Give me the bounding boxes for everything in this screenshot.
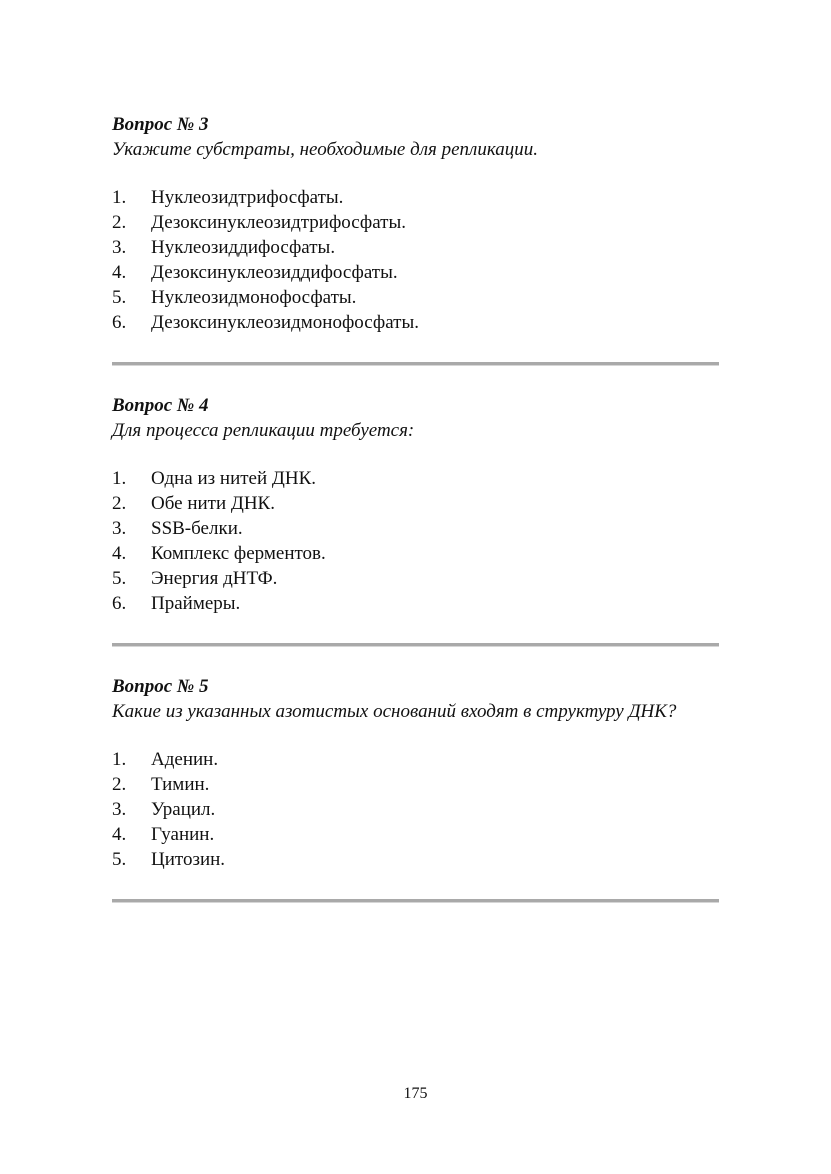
- answer-item: [112, 466, 719, 491]
- question-text: Укажите субстраты, необходимые для репликации.: [112, 139, 538, 160]
- answer-number: 5.: [112, 287, 127, 308]
- answer-text: Нуклеозидтрифосфаты.: [151, 187, 344, 208]
- answer-number: 2.: [112, 493, 127, 514]
- answer-item: [112, 747, 719, 772]
- answer-number: 5.: [112, 849, 127, 870]
- answer-item: [112, 591, 719, 616]
- answer-text: Комплекс ферментов.: [151, 543, 326, 564]
- answer-item: [112, 210, 719, 235]
- answer-text: Праймеры.: [151, 593, 241, 614]
- answer-text: Дезоксинуклеозиддифосфаты.: [151, 262, 398, 283]
- answer-text: Дезоксинуклеозидтрифосфаты.: [151, 212, 406, 233]
- answer-item: [112, 797, 719, 822]
- answer-item: [112, 541, 719, 566]
- answer-text: Гуанин.: [151, 824, 215, 845]
- answer-number: 1.: [112, 749, 127, 770]
- answer-number: 3.: [112, 799, 127, 820]
- question-title: Вопрос № 3: [112, 114, 209, 135]
- answer-item: [112, 822, 719, 847]
- answer-text: Аденин.: [151, 749, 219, 770]
- section-divider: [112, 643, 719, 647]
- answer-number: 5.: [112, 568, 127, 589]
- answer-item: [112, 310, 719, 335]
- answer-text: Нуклеозиддифосфаты.: [151, 237, 336, 258]
- question-title: Вопрос № 4: [112, 395, 209, 416]
- answer-item: [112, 285, 719, 310]
- question-text: Какие из указанных азотистых оснований входят в структуру ДНК?: [112, 701, 677, 722]
- answer-item: [112, 847, 719, 872]
- answer-item: [112, 516, 719, 541]
- answer-number: 4.: [112, 824, 127, 845]
- answer-text: Цитозин.: [151, 849, 226, 870]
- answer-number: 1.: [112, 187, 127, 208]
- question-title: Вопрос № 5: [112, 676, 209, 697]
- answer-number: 1.: [112, 468, 127, 489]
- answer-number: 6.: [112, 593, 127, 614]
- answer-number: 4.: [112, 262, 127, 283]
- answer-item: [112, 566, 719, 591]
- answer-item: [112, 235, 719, 260]
- answer-text: Дезоксинуклеозидмонофосфаты.: [151, 312, 419, 333]
- answer-text: Тимин.: [151, 774, 210, 795]
- answer-item: [112, 772, 719, 797]
- answer-item: [112, 185, 719, 210]
- answer-number: 3.: [112, 518, 127, 539]
- question-4: [112, 393, 719, 616]
- page-content: [112, 112, 719, 930]
- answer-text: Одна из нитей ДНК.: [151, 468, 317, 489]
- page-number: 175: [403, 1085, 428, 1102]
- answer-number: 2.: [112, 212, 127, 233]
- answer-item: [112, 491, 719, 516]
- answer-number: 6.: [112, 312, 127, 333]
- answer-list: [112, 466, 719, 616]
- answer-text: Нуклеозидмонофосфаты.: [151, 287, 357, 308]
- answer-text: Урацил.: [151, 799, 216, 820]
- question-5: [112, 674, 719, 872]
- section-divider: [112, 899, 719, 903]
- answer-list: [112, 747, 719, 872]
- answer-list: [112, 185, 719, 335]
- question-text: Для процесса репликации требуется:: [112, 420, 415, 441]
- question-3: [112, 112, 719, 335]
- answer-text: Энергия дНТФ.: [151, 568, 278, 589]
- answer-number: 2.: [112, 774, 127, 795]
- section-divider: [112, 362, 719, 366]
- answer-text: SSB-белки.: [151, 518, 243, 539]
- answer-number: 3.: [112, 237, 127, 258]
- answer-item: [112, 260, 719, 285]
- answer-text: Обе нити ДНК.: [151, 493, 275, 514]
- answer-number: 4.: [112, 543, 127, 564]
